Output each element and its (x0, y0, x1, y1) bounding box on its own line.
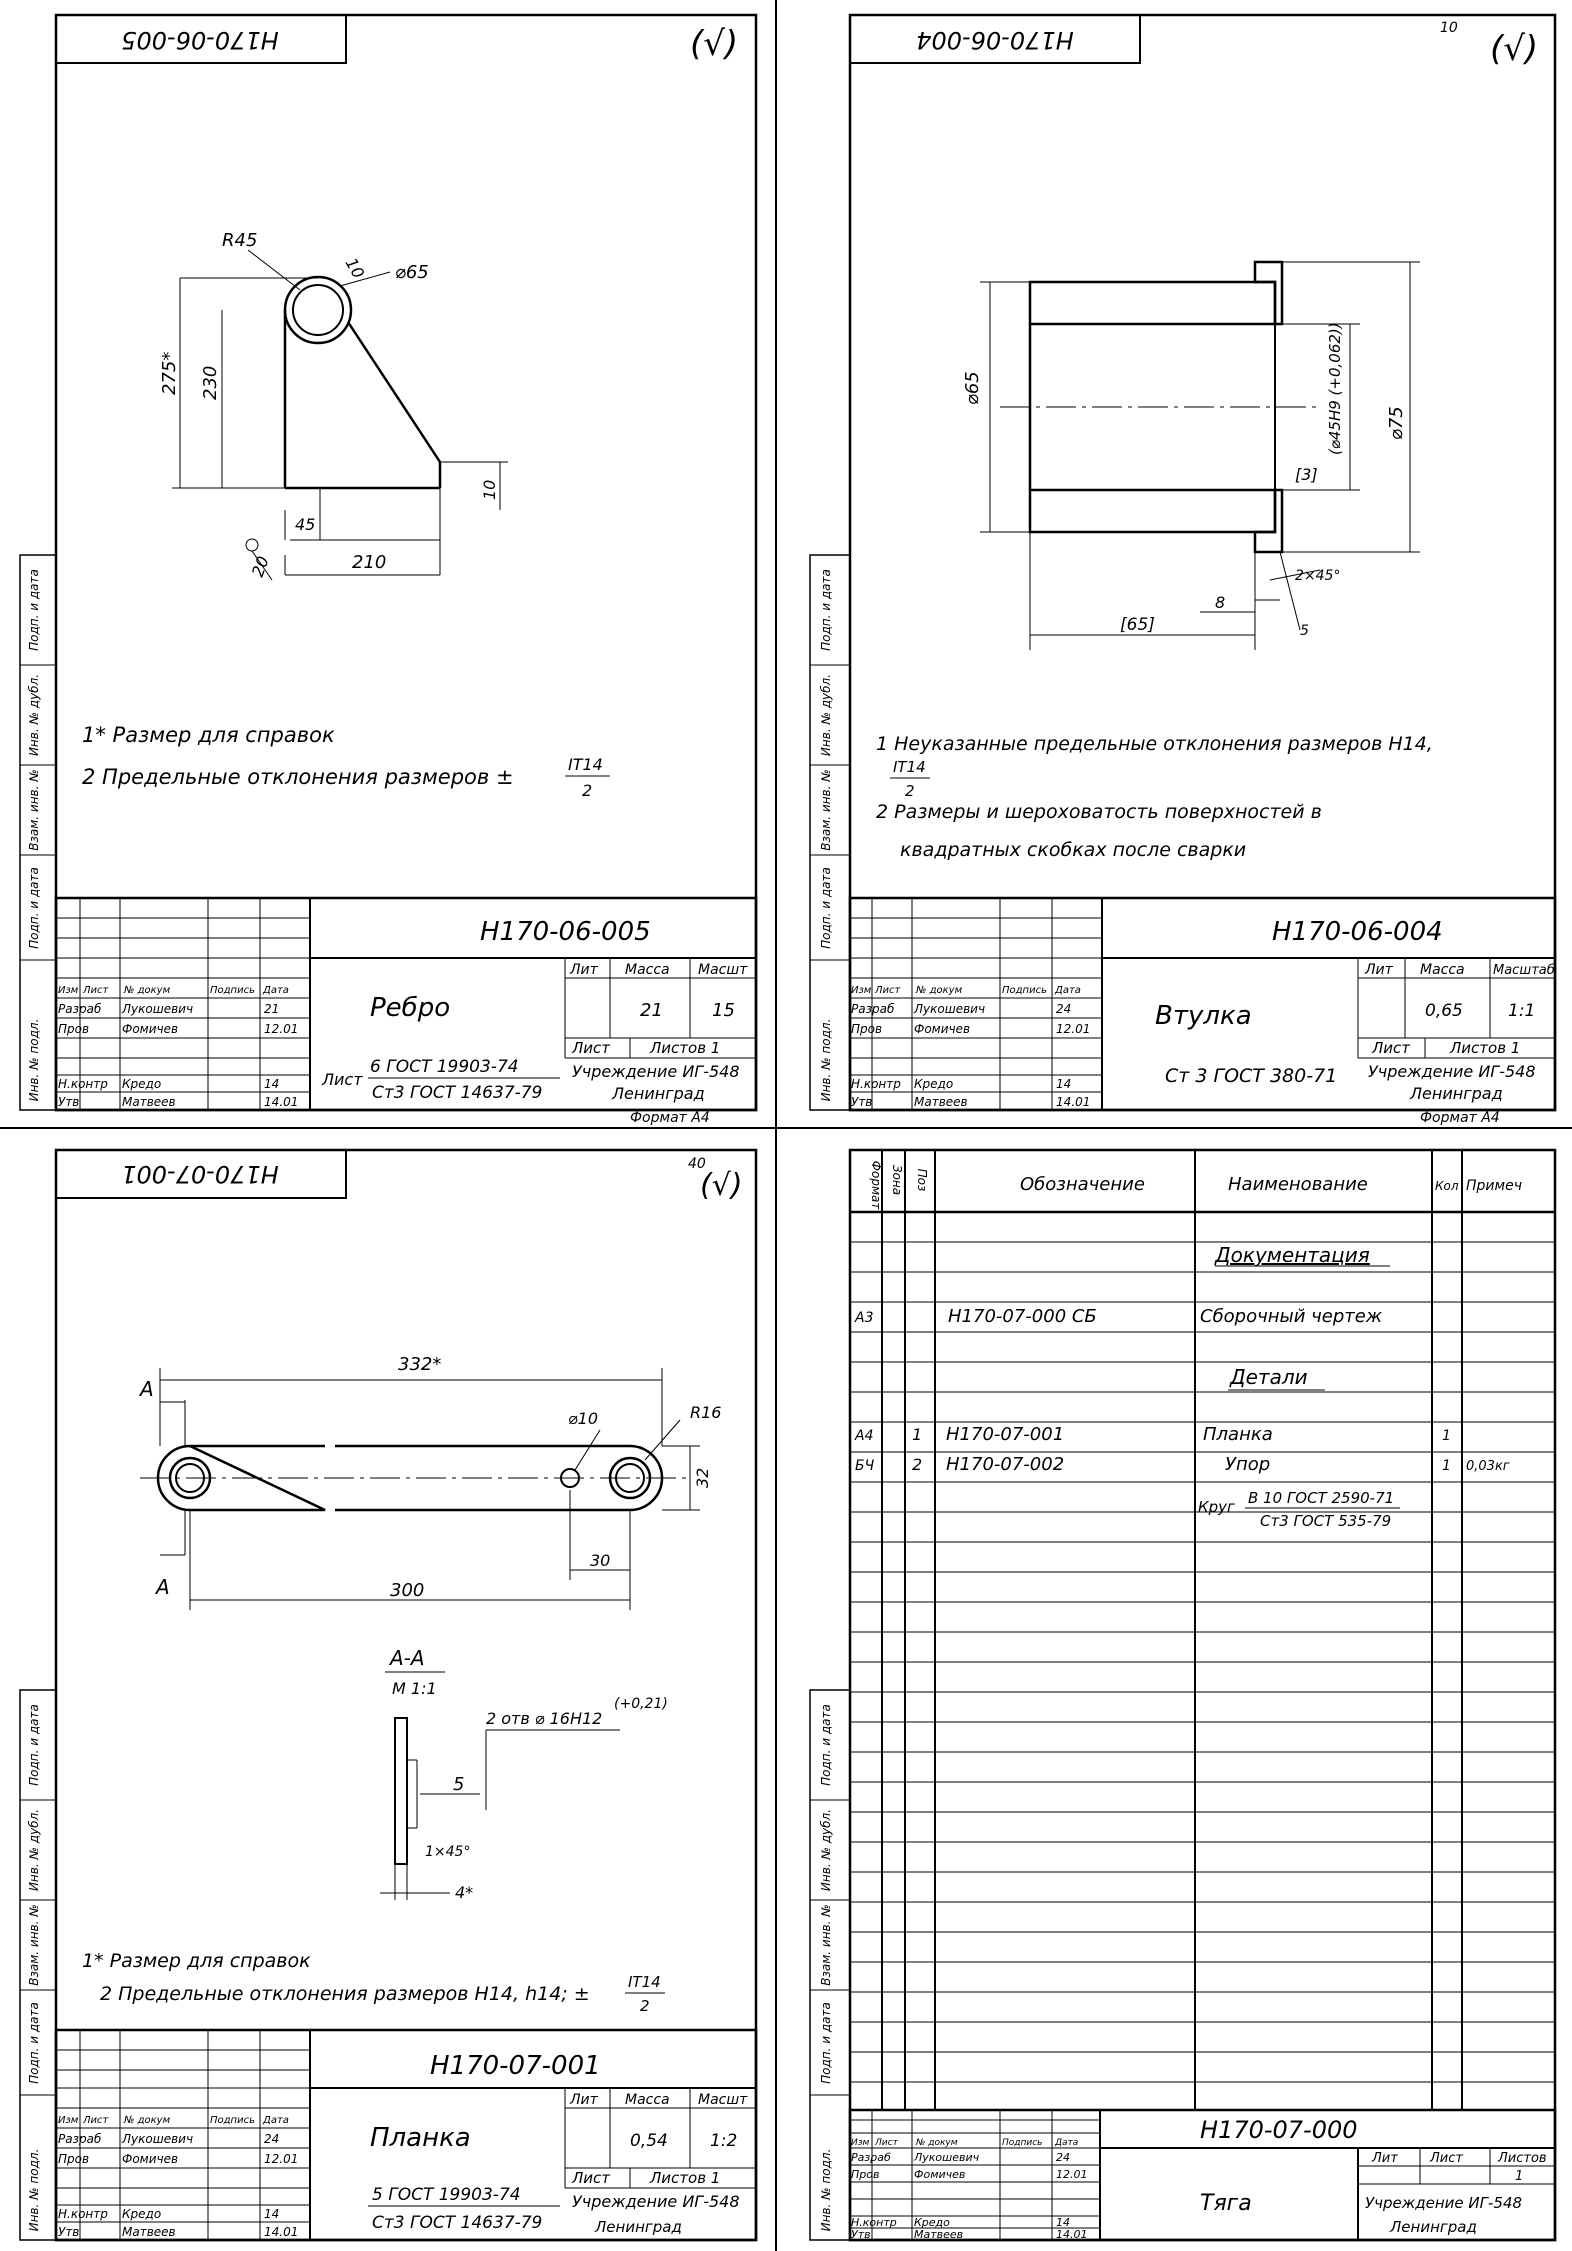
rib-title-code: Н170-06-005 (480, 917, 651, 947)
bush-title-name-2: Фомичев (914, 1022, 971, 1036)
plate-title-role-1: Разраб (58, 2132, 102, 2146)
rib-dim-r45: R45 (222, 230, 258, 251)
spec-a3-name: Сборочный чертеж (1200, 1306, 1383, 1327)
plate-title-date-2: 12.01 (264, 2152, 299, 2166)
spec-title-date-3: 14 (1056, 2216, 1070, 2229)
sheet-plate (20, 1150, 756, 2240)
plate-title-city: Ленинград (595, 2218, 682, 2236)
bush-title-hdr-5: Дата (1055, 985, 1081, 996)
bush-title-sheet-h: Лист (1372, 1039, 1411, 1057)
rib-title-scale: 15 (712, 1000, 735, 1021)
rib-title-scale-h: Масшт (698, 962, 748, 978)
spec-side-label-2: Подп. и дата (819, 2002, 833, 2084)
rib-title-name-2: Фомичев (122, 1022, 179, 1036)
spec-title-lit-h: Лит (1372, 2151, 1398, 2166)
plate-rough-val: 40 (688, 1156, 706, 1172)
spec-title-code: Н170-07-000 (1200, 2116, 1358, 2144)
spec-section-parts: Детали (1230, 1365, 1308, 1389)
rib-title-role-1: Разраб (58, 1002, 102, 1016)
bush-title-name-1: Лукошевич (914, 1002, 986, 1016)
bush-note-2: 2 Размеры и шероховатость поверхностей в (876, 801, 1322, 823)
rib-title-date-4: 14.01 (264, 1095, 299, 1109)
rib-dim-275: 275* (159, 351, 180, 395)
spec-section-docs: Документация (1215, 1243, 1370, 1267)
spec-title-name-1: Лукошевич (914, 2151, 980, 2164)
plate-dim-A: A (140, 1377, 154, 1401)
plate-title-hdr-1: Изм (58, 2115, 79, 2126)
plate-dim-32: 32 (693, 1467, 712, 1488)
plate-section-c1: 1×45° (425, 1844, 471, 1860)
bush-title-name-3: Кредо (914, 1077, 954, 1091)
spec-header-note: Примеч (1466, 1178, 1522, 1194)
rib-title-hdr-3: № докум (124, 985, 171, 996)
rib-note-2: 2 Предельные отклонения размеров ± (82, 765, 514, 789)
spec-header-designation: Обозначение (1020, 1174, 1145, 1195)
rib-note-2-tol-num: IT14 (568, 755, 603, 774)
rib-title-city: Ленинград (612, 1084, 705, 1103)
spec-title-name-2: Фомичев (914, 2168, 966, 2181)
rib-title-date-1: 21 (264, 1002, 280, 1016)
plate-title-name-4: Матвеев (122, 2225, 176, 2239)
rib-stamp: Н170-06-005 (121, 26, 279, 54)
spec-title-name: Тяга (1200, 2191, 1252, 2216)
rib-title-mass-h: Масса (625, 962, 670, 978)
spec-title-sheets: 1 (1515, 2169, 1524, 2184)
rib-side-label-1: Инв. № подл. (27, 1018, 41, 1102)
plate-title-hdr-3: № докум (124, 2115, 171, 2126)
rib-title-hdr-4: Подпись (210, 985, 255, 996)
rib-dim-10b: 10 (480, 479, 499, 500)
plate-side-label-2: Подп. и дата (27, 2002, 41, 2084)
plate-section-5: 5 (453, 1774, 465, 1795)
bush-title-role-3: Н.контр (851, 1077, 901, 1091)
plate-title-date-3: 14 (264, 2207, 280, 2221)
bush-stamp: Н170-06-004 (916, 26, 1074, 54)
rib-title-name: Ребро (370, 993, 451, 1023)
spec-title-date-1: 24 (1056, 2151, 1070, 2164)
plate-part-drawing (138, 1354, 721, 1902)
bush-dim-d65: ⌀65 (962, 371, 983, 405)
plate-title-sheets-h: Листов 1 (650, 2169, 721, 2187)
rib-title-sheets-h: Листов 1 (650, 1039, 721, 1057)
bush-title-material: Ст 3 ГОСТ 380-71 (1165, 1065, 1338, 1087)
plate-side-label-4: Инв. № дубл. (27, 1808, 41, 1892)
spec-header-zone: Зона (890, 1164, 904, 1196)
rib-title-name-3: Кредо (122, 1077, 162, 1091)
sheet-bushing (810, 15, 1555, 1126)
bush-dim-d745: (⌀45Н9 (+0,062)) (1326, 322, 1344, 455)
plate-section-4: 4* (455, 1883, 474, 1902)
rib-dim-210: 210 (352, 552, 387, 573)
spec-material-1: В 10 ГОСТ 2590-71 (1248, 1489, 1395, 1507)
spec-title-hdr-5: Дата (1055, 2138, 1079, 2148)
spec-title-sheets-h: Листов (1498, 2151, 1547, 2166)
spec-title-hdr-4: Подпись (1002, 2138, 1043, 2148)
plate-note-tol-den: 2 (640, 1997, 650, 2015)
spec-title-date-2: 12.01 (1056, 2168, 1088, 2181)
bush-title-name: Втулка (1155, 1001, 1252, 1031)
bush-dim-r3: [3] (1295, 465, 1318, 484)
spec-row-2-format: БЧ (855, 1458, 875, 1474)
rib-title-hdr-5: Дата (263, 985, 289, 996)
spec-title-role-2: Пров (851, 2168, 880, 2181)
rib-side-label-2: Подп. и дата (27, 867, 41, 949)
plate-title-lit-h: Лит (570, 2092, 598, 2108)
plate-title-mass: 0,54 (630, 2131, 668, 2151)
plate-side-label-5: Подп. и дата (27, 1704, 41, 1786)
plate-title-name-1: Лукошевич (122, 2132, 194, 2146)
rib-title-hdr-1: Изм (58, 985, 79, 996)
rib-dim-45: 45 (295, 515, 316, 534)
bush-title-scale: 1:1 (1508, 1001, 1536, 1021)
bush-note-tol-num: IT14 (893, 758, 926, 776)
plate-title-code: Н170-07-001 (430, 2051, 601, 2081)
spec-a3-code: Н170-07-000 СБ (948, 1306, 1097, 1327)
spec-title-date-4: 14.01 (1056, 2228, 1088, 2241)
spec-header-name: Наименование (1228, 1174, 1368, 1195)
bush-dim-d75: ⌀75 (1386, 406, 1407, 440)
spec-row-2-pos: 2 (912, 1455, 923, 1474)
bush-note-3: квадратных скобках после сварки (900, 839, 1247, 861)
plate-section-tol: (+0,21) (614, 1696, 668, 1712)
plate-title-date-4: 14.01 (264, 2225, 299, 2239)
rib-title-role-2: Пров (58, 1022, 90, 1036)
spec-header-format: Формат (869, 1160, 883, 1210)
spec-side-label-4: Инв. № дубл. (819, 1808, 833, 1892)
bush-side-label-3: Взам. инв. № (819, 769, 833, 851)
rib-note-1: 1* Размер для справок (82, 723, 335, 747)
spec-title-role-3: Н.контр (851, 2216, 897, 2229)
spec-material-2: Ст3 ГОСТ 535-79 (1260, 1512, 1392, 1530)
bush-title-scale-h: Масштаб (1493, 963, 1555, 978)
spec-a3-format: А3 (855, 1310, 874, 1326)
plate-title-hdr-5: Дата (263, 2115, 289, 2126)
plate-title-role-4: Утв (58, 2225, 80, 2239)
spec-title-org: Учреждение ИГ-548 (1365, 2194, 1523, 2212)
bush-title-mass: 0,65 (1425, 1001, 1463, 1021)
bush-roughness: (√) (1490, 29, 1539, 69)
spec-material-pre: Круг (1198, 1498, 1235, 1516)
rib-title-role-4: Утв (58, 1095, 80, 1109)
bush-title-block (850, 898, 1555, 1126)
spec-title-role-1: Разраб (851, 2151, 891, 2164)
bush-title-date-4: 14.01 (1056, 1095, 1091, 1109)
rib-title-format: Формат А4 (630, 1110, 710, 1126)
plate-dim-r16: R16 (690, 1403, 722, 1422)
plate-title-org: Учреждение ИГ-548 (572, 2192, 740, 2211)
sheet-specification (810, 1150, 1555, 2241)
bush-side-label-5: Подп. и дата (819, 569, 833, 651)
rib-dim-d65: ⌀65 (395, 262, 429, 283)
bush-title-date-1: 24 (1056, 1002, 1072, 1016)
rib-side-label-3: Взам. инв. № (27, 769, 41, 851)
plate-dim-300: 300 (390, 1580, 425, 1601)
spec-header-qty: Кол (1435, 1179, 1459, 1193)
plate-section-holes: 2 отв ⌀ 16Н12 (486, 1709, 603, 1728)
plate-roughness: (√) (700, 1168, 743, 1203)
rib-title-lit-h: Лит (570, 962, 598, 978)
rib-title-date-3: 14 (264, 1077, 280, 1091)
spec-title-sheet-h: Лист (1430, 2151, 1463, 2166)
rib-title-material-1: 6 ГОСТ 19903-74 (370, 1057, 519, 1077)
rib-dim-20: 20 (247, 553, 273, 580)
bush-title-hdr-3: № докум (916, 985, 963, 996)
bush-title-mass-h: Масса (1420, 962, 1465, 978)
rib-title-org: Учреждение ИГ-548 (572, 1062, 740, 1081)
rib-title-block (56, 898, 756, 1126)
spec-title-role-4: Утв (851, 2228, 871, 2241)
spec-title-block (850, 2110, 1555, 2241)
rib-side-label-4: Инв. № дубл. (27, 673, 41, 757)
plate-title-date-1: 24 (264, 2132, 280, 2146)
rib-part-drawing (159, 230, 508, 580)
plate-title-hdr-4: Подпись (210, 2115, 255, 2126)
bush-title-name-4: Матвеев (914, 1095, 968, 1109)
bush-side-label-1: Инв. № подл. (819, 1018, 833, 1102)
bush-rough-val: 10 (1440, 20, 1458, 36)
plate-section-scale: М 1:1 (392, 1679, 437, 1698)
bush-note-tol-den: 2 (905, 782, 915, 800)
spec-row-2-qty: 1 (1442, 1458, 1451, 1474)
bush-dim-8: 8 (1215, 593, 1226, 612)
plate-note-tol-num: IT14 (628, 1973, 661, 1991)
plate-title-role-2: Пров (58, 2152, 90, 2166)
spec-table (850, 1150, 1555, 2110)
spec-title-name-3: Кредо (914, 2216, 950, 2229)
rib-dim-10: 10 (341, 254, 369, 282)
spec-title-hdr-2: Лист (875, 2138, 898, 2148)
bush-title-sheets-h: Листов 1 (1450, 1039, 1521, 1057)
plate-dim-A2: A (156, 1575, 170, 1599)
bush-title-org: Учреждение ИГ-548 (1368, 1062, 1536, 1081)
spec-side-label-5: Подп. и дата (819, 1704, 833, 1786)
spec-title-hdr-3: № докум (916, 2138, 958, 2148)
rib-title-material-pre: Лист (322, 1070, 363, 1089)
spec-row-1-qty: 1 (1442, 1428, 1451, 1444)
bush-title-lit-h: Лит (1365, 962, 1393, 978)
plate-note-2: 2 Предельные отклонения размеров H14, h14; ± (100, 1983, 590, 2005)
rib-title-mass: 21 (640, 1000, 663, 1021)
rib-note-2-tol-den: 2 (582, 781, 593, 800)
bush-title-date-3: 14 (1056, 1077, 1072, 1091)
spec-title-name-4: Матвеев (914, 2228, 964, 2241)
plate-title-material-1: 5 ГОСТ 19903-74 (372, 2185, 521, 2205)
rib-roughness: (√) (690, 24, 739, 64)
plate-title-scale: 1:2 (710, 2131, 738, 2151)
rib-title-role-3: Н.контр (58, 1077, 108, 1091)
plate-title-name-3: Кредо (122, 2207, 162, 2221)
bush-title-role-2: Пров (851, 1022, 883, 1036)
plate-title-role-3: Н.контр (58, 2207, 108, 2221)
plate-title-mass-h: Масса (625, 2092, 670, 2108)
bush-dim-65b: [65] (1120, 615, 1155, 635)
bush-title-hdr-4: Подпись (1002, 985, 1047, 996)
rib-title-hdr-2: Лист (83, 985, 109, 996)
plate-dim-332: 332* (398, 1354, 442, 1375)
sheet-rib (20, 15, 756, 1126)
spec-row-1-pos: 1 (912, 1425, 923, 1444)
plate-dim-30: 30 (590, 1551, 611, 1570)
rib-title-date-2: 12.01 (264, 1022, 299, 1036)
spec-title-city: Ленинград (1390, 2218, 1477, 2236)
rib-title-sheet-h: Лист (572, 1039, 611, 1057)
spec-header-pos: Поз (915, 1168, 929, 1192)
rib-title-material-2: Ст3 ГОСТ 14637-79 (372, 1083, 543, 1103)
bush-side-label-2: Подп. и дата (819, 867, 833, 949)
bush-title-hdr-1: Изм (851, 985, 872, 996)
bush-part-drawing (962, 262, 1420, 650)
bush-title-code: Н170-06-004 (1272, 917, 1443, 947)
plate-title-name-2: Фомичев (122, 2152, 179, 2166)
bush-title-city: Ленинград (1410, 1084, 1503, 1103)
spec-title-hdr-1: Изм (851, 2138, 870, 2148)
rib-side-label-5: Подп. и дата (27, 569, 41, 651)
plate-side-label-1: Инв. № подл. (27, 2148, 41, 2232)
plate-side-label-3: Взам. инв. № (27, 1904, 41, 1986)
spec-row-2-note: 0,03кг (1466, 1459, 1510, 1474)
spec-side-label-3: Взам. инв. № (819, 1904, 833, 1986)
plate-title-block (56, 2030, 756, 2240)
plate-stamp: Н170-07-001 (121, 1160, 279, 1188)
rib-title-name-4: Матвеев (122, 1095, 176, 1109)
rib-dim-230: 230 (200, 365, 221, 400)
plate-title-name: Планка (370, 2123, 471, 2153)
plate-note-1: 1* Размер для справок (82, 1950, 311, 1972)
bush-title-date-2: 12.01 (1056, 1022, 1091, 1036)
spec-row-1-code: Н170-07-001 (946, 1424, 1065, 1445)
plate-title-scale-h: Масшт (698, 2092, 748, 2108)
spec-side-label-1: Инв. № подл. (819, 2148, 833, 2232)
spec-row-1-name: Планка (1203, 1424, 1273, 1445)
plate-title-hdr-2: Лист (83, 2115, 109, 2126)
plate-title-sheet-h: Лист (572, 2169, 611, 2187)
bush-title-role-4: Утв (851, 1095, 873, 1109)
bush-title-hdr-2: Лист (875, 985, 901, 996)
plate-title-material-2: Ст3 ГОСТ 14637-79 (372, 2213, 543, 2233)
bush-note-1: 1 Неуказанные предельные отклонения размеров H14, (876, 733, 1433, 755)
spec-row-2-name: Упор (1225, 1454, 1271, 1475)
bush-title-role-1: Разраб (851, 1002, 895, 1016)
spec-row-2-code: Н170-07-002 (946, 1454, 1065, 1475)
plate-dim-d10: ⌀10 (568, 1409, 598, 1428)
bush-dim-c2: 2×45° (1295, 568, 1341, 584)
bush-side-label-4: Инв. № дубл. (819, 673, 833, 757)
spec-row-1-format: А4 (855, 1428, 874, 1444)
plate-section-title: A-A (390, 1646, 425, 1670)
rib-title-name-1: Лукошевич (122, 1002, 194, 1016)
bush-title-format: Формат А4 (1420, 1110, 1500, 1126)
bush-dim-5: 5 (1300, 623, 1309, 639)
